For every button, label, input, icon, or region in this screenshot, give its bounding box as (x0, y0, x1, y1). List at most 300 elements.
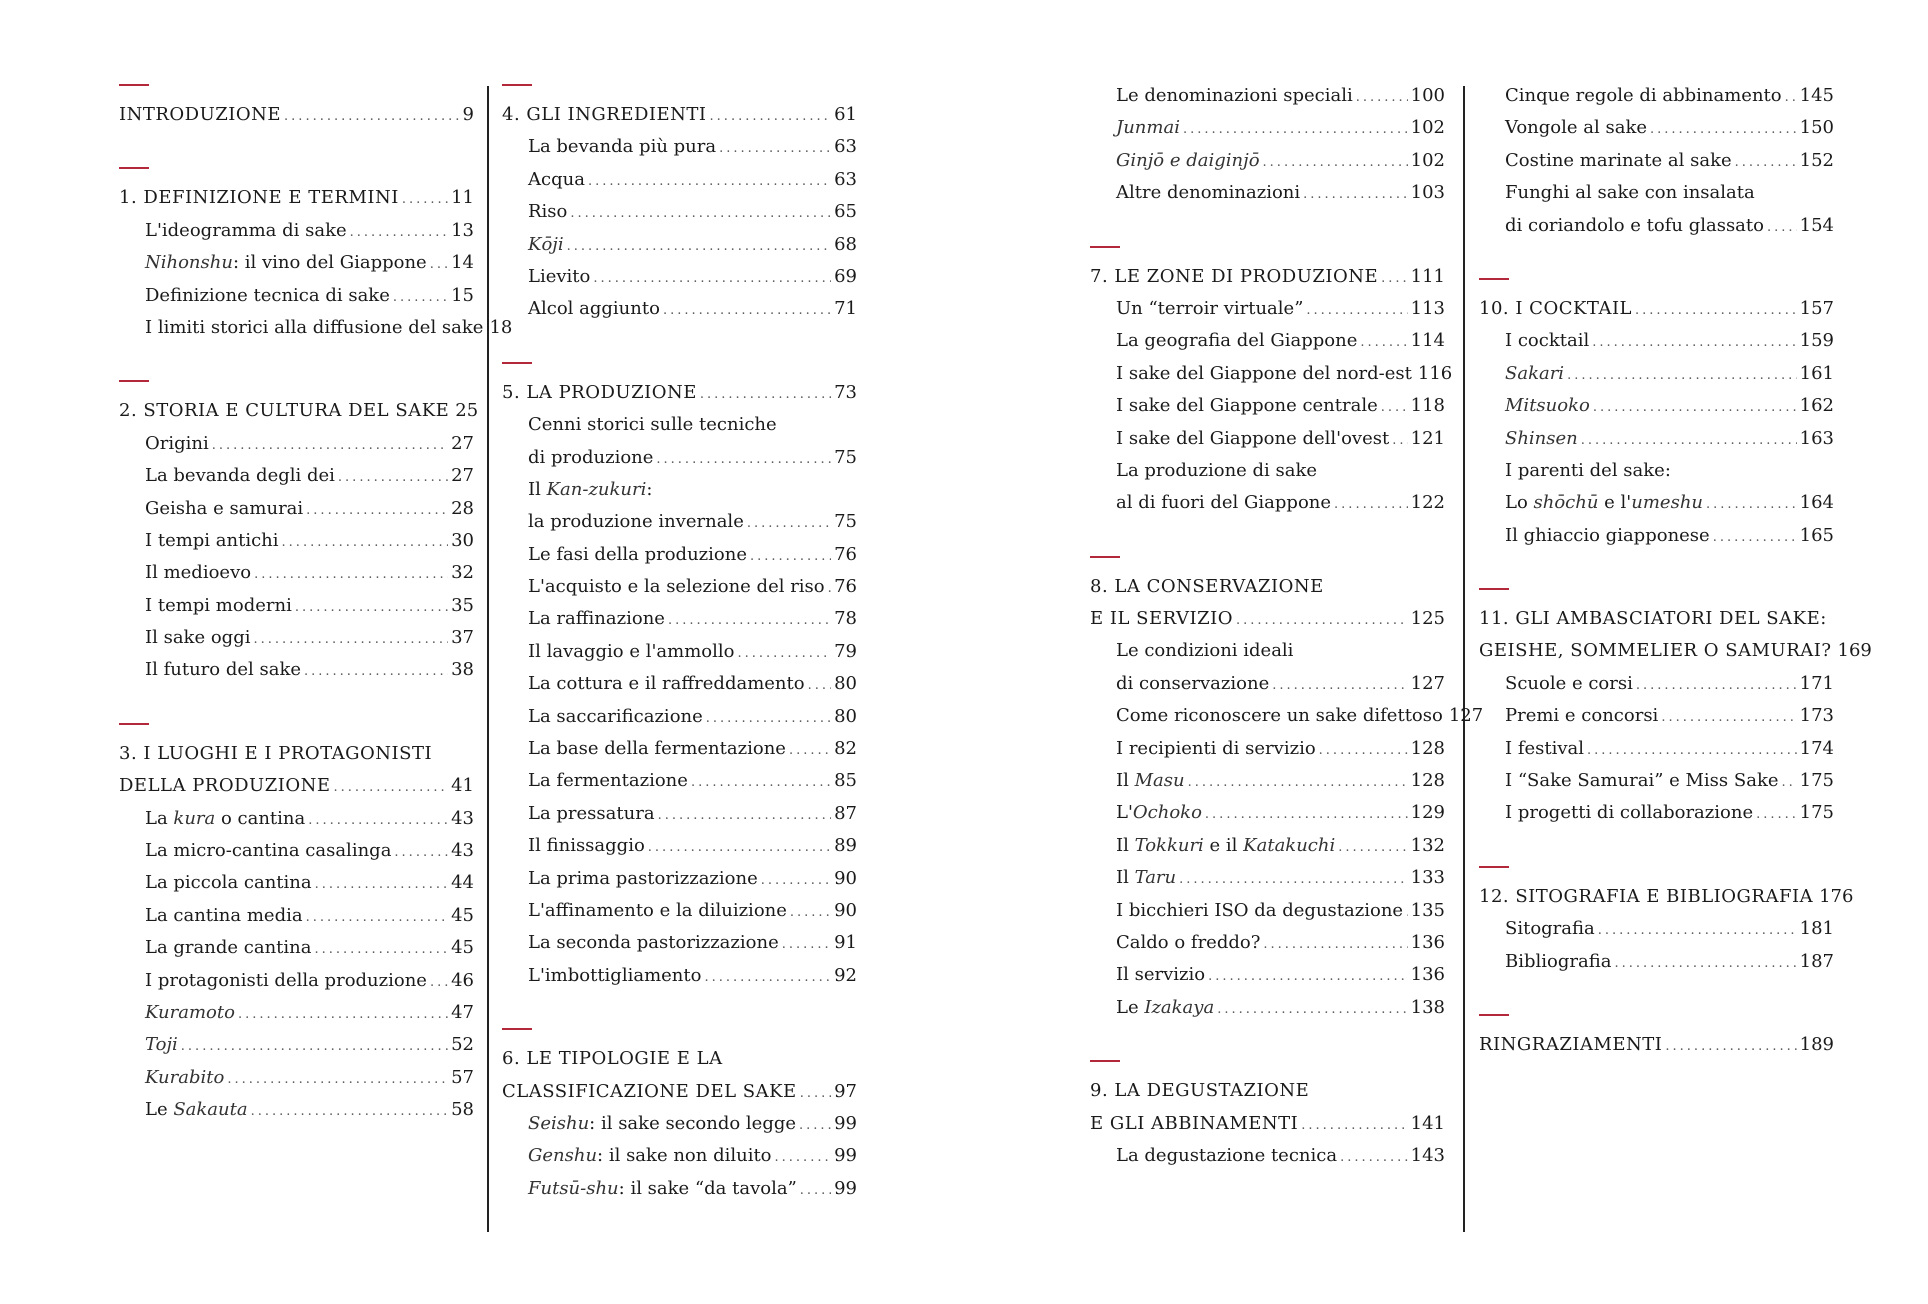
entry-title-italic: shōchū (1533, 492, 1599, 514)
entry-title: I progetti di collaborazione (1505, 802, 1754, 824)
page-number: 127 (1410, 672, 1445, 694)
toc-chapter-entry[interactable] (1479, 1029, 1834, 1061)
toc-subentry[interactable] (1479, 358, 1834, 390)
toc-chapter-entry[interactable] (119, 182, 474, 214)
toc-subentry[interactable] (1479, 210, 1834, 242)
page-number: 102 (1410, 117, 1445, 139)
toc-subentry[interactable] (502, 571, 857, 603)
entry-title: La saccarificazione (528, 705, 703, 727)
entry-title: La piccola cantina (145, 872, 312, 894)
toc-chapter-entry[interactable] (1090, 603, 1445, 635)
dot-leader (284, 101, 460, 133)
dot-leader (1785, 82, 1797, 114)
toc-subentry[interactable] (1479, 80, 1834, 112)
entry-title: 11. GLI AMBASCIATORI DEL SAKE: (1479, 608, 1827, 630)
toc-subentry[interactable] (1479, 520, 1834, 552)
section-spacer (119, 131, 474, 163)
entry-title: La cottura e il raffreddamento (528, 673, 805, 695)
entry-title: Riso (528, 201, 568, 223)
toc-subentry[interactable] (119, 965, 474, 997)
dot-leader (789, 735, 831, 767)
toc-subentry[interactable] (502, 927, 857, 959)
dot-leader (227, 1064, 448, 1096)
toc-subentry[interactable] (502, 293, 857, 325)
dot-leader (1179, 864, 1408, 896)
page-number: 75 (834, 446, 857, 468)
entry-title (145, 1029, 178, 1061)
page-number: 116 (1417, 362, 1453, 384)
entry-title-part: : (646, 478, 653, 500)
page-number: 100 (1410, 85, 1445, 106)
entry-title: Un “terroir virtuale” (1116, 297, 1304, 319)
toc-subentry[interactable] (1090, 390, 1445, 422)
toc-subentry[interactable] (119, 1029, 474, 1061)
page-number: 61 (834, 104, 857, 125)
entry-title: La bevanda degli dei (145, 465, 335, 487)
dot-leader (1356, 82, 1408, 114)
dot-leader (1263, 147, 1408, 179)
toc-chapter-entry[interactable] (119, 770, 474, 802)
page-number: 143 (1410, 1144, 1445, 1166)
toc-subentry[interactable] (119, 932, 474, 964)
toc-subentry[interactable] (502, 830, 857, 862)
toc-chapter-entry[interactable] (502, 1043, 857, 1075)
page-number: 63 (834, 168, 857, 190)
entry-title: L'affinamento e la diluizione (528, 899, 787, 921)
entry-title: Sitografia (1505, 918, 1595, 940)
entry-title-italic: Taru (1134, 867, 1177, 889)
page-number: 13 (451, 219, 474, 241)
page-number: 91 (834, 932, 857, 954)
page-number: 141 (1410, 1112, 1445, 1134)
page-number: 87 (834, 802, 857, 824)
toc-subentry[interactable] (1479, 455, 1834, 487)
toc-chapter-entry[interactable] (1479, 603, 1834, 635)
dot-leader (1614, 948, 1796, 980)
page-number: 121 (1410, 427, 1445, 449)
dot-leader (775, 1142, 832, 1174)
toc-subentry[interactable] (119, 1094, 474, 1126)
toc-subentry[interactable] (1090, 177, 1445, 209)
entry-title: Altre denominazioni (1116, 182, 1301, 204)
toc-subentry[interactable] (502, 863, 857, 895)
page-number: 30 (451, 529, 474, 551)
page-number: 128 (1410, 737, 1445, 759)
toc-subentry[interactable] (119, 460, 474, 492)
toc-subentry[interactable] (119, 493, 474, 525)
toc-subentry[interactable] (502, 539, 857, 571)
entry-title: 1. DEFINIZIONE E TERMINI (119, 187, 399, 209)
dot-leader (393, 282, 448, 314)
toc-subentry[interactable] (502, 229, 857, 261)
dot-leader (1635, 295, 1797, 327)
entry-title (1116, 862, 1176, 894)
toc-subentry[interactable] (1479, 733, 1834, 765)
entry-title-italic: Kurabito (145, 1066, 225, 1088)
section-marker (1479, 584, 1513, 603)
toc-subentry[interactable] (119, 428, 474, 460)
toc-subentry[interactable] (1090, 145, 1445, 177)
dot-leader (1767, 212, 1797, 244)
page-number: 133 (1410, 867, 1445, 889)
entry-title: La grande cantina (145, 937, 312, 959)
toc-chapter-entry[interactable] (1479, 293, 1834, 325)
entry-title-italic: Shinsen (1505, 427, 1578, 449)
entry-title: 4. GLI INGREDIENTI (502, 104, 707, 125)
page-number: 187 (1799, 950, 1834, 972)
toc-subentry[interactable] (119, 835, 474, 867)
toc-chapter-entry[interactable] (502, 99, 857, 131)
page-number: 45 (451, 904, 474, 926)
page-number: 135 (1410, 899, 1445, 921)
entry-title: la produzione invernale (528, 511, 744, 533)
toc-subentry[interactable] (119, 622, 474, 654)
toc-subentry[interactable] (119, 997, 474, 1029)
dot-leader (304, 656, 448, 688)
toc-subentry[interactable] (119, 557, 474, 589)
section-marker (1090, 1056, 1124, 1075)
toc-subentry[interactable] (502, 1108, 857, 1140)
section-marker (1090, 552, 1124, 571)
entry-title: E IL SERVIZIO (1090, 608, 1234, 630)
toc-subentry[interactable] (1090, 1140, 1445, 1172)
toc-subentry[interactable] (1479, 177, 1834, 209)
toc-subentry[interactable] (119, 803, 474, 835)
entry-title: Definizione tecnica di sake (145, 284, 390, 306)
dot-leader (1593, 392, 1797, 424)
toc-subentry[interactable] (1479, 325, 1834, 357)
entry-title: I “Sake Samurai” e Miss Sake (1505, 770, 1779, 792)
entry-title: 7. LE ZONE DI PRODUZIONE (1090, 265, 1379, 287)
entry-title-italic: umeshu (1631, 492, 1704, 514)
entry-title (528, 1140, 772, 1172)
dot-leader (306, 495, 448, 527)
toc-subentry[interactable] (119, 590, 474, 622)
toc-subentry[interactable] (119, 525, 474, 557)
toc-chapter-entry[interactable] (1479, 635, 1872, 667)
toc-subentry[interactable] (502, 1140, 857, 1172)
toc-chapter-entry[interactable] (1090, 261, 1445, 293)
dot-leader (1360, 327, 1407, 359)
page-number: 9 (462, 104, 474, 125)
entry-title: La prima pastorizzazione (528, 867, 758, 889)
toc-chapter-entry[interactable] (1090, 1075, 1445, 1107)
page-number: 103 (1410, 182, 1445, 204)
entry-title: I cocktail (1505, 330, 1590, 352)
toc-chapter-entry[interactable] (119, 738, 474, 770)
entry-title-part: Il (1116, 867, 1135, 889)
page-number: 58 (451, 1099, 474, 1121)
entry-title-italic: Kuramoto (145, 1001, 235, 1023)
entry-title: 5. LA PRODUZIONE (502, 381, 697, 403)
entry-title: L'acquisto e la selezione del riso (528, 576, 825, 598)
page-number: 76 (834, 576, 857, 598)
toc-subentry[interactable] (502, 131, 857, 163)
toc-subentry[interactable] (119, 1062, 474, 1094)
page-number: 80 (834, 673, 857, 695)
dot-leader (663, 295, 831, 327)
entry-title: Costine marinate al sake (1505, 149, 1732, 171)
toc-subentry[interactable] (1479, 913, 1834, 945)
dot-leader (1756, 799, 1797, 831)
entry-title: Premi e concorsi (1505, 705, 1659, 727)
page-number: 114 (1410, 330, 1445, 352)
entry-title: 3. I LUOGHI E I PROTAGONISTI (119, 742, 433, 764)
toc-subentry[interactable] (502, 506, 857, 538)
page-number: 90 (834, 867, 857, 889)
dot-leader (1592, 327, 1796, 359)
toc-chapter-entry[interactable] (1479, 881, 1854, 913)
toc-subentry[interactable] (502, 261, 857, 293)
section-marker (119, 163, 153, 182)
dot-leader (570, 198, 831, 230)
entry-title: Il sake oggi (145, 627, 251, 649)
dot-leader (1272, 670, 1407, 702)
toc-subentry[interactable] (1479, 112, 1834, 144)
toc-subentry[interactable] (1090, 455, 1445, 487)
toc-subentry[interactable] (1479, 668, 1834, 700)
toc-subentry[interactable] (1090, 80, 1445, 112)
entry-title-italic: Seishu (528, 1112, 590, 1134)
dot-leader (1208, 961, 1408, 993)
entry-title: I sake del Giappone dell'ovest (1116, 427, 1390, 449)
toc-chapter-entry[interactable] (1090, 571, 1445, 603)
entry-title: I protagonisti della produzione (145, 969, 427, 991)
page-number: 37 (451, 627, 474, 649)
toc-subentry[interactable] (119, 867, 474, 899)
dot-leader (750, 541, 831, 573)
toc-subentry[interactable] (119, 247, 474, 279)
page-number: 169 (1837, 640, 1872, 662)
page-number: 89 (834, 835, 857, 857)
dot-leader (181, 1031, 448, 1063)
section-spacer (119, 344, 474, 376)
toc-subentry[interactable] (1090, 700, 1484, 732)
page-number: 99 (834, 1112, 857, 1134)
entry-title-italic: Mitsuoko (1505, 395, 1590, 417)
toc-subentry[interactable] (1090, 112, 1445, 144)
toc-subentry[interactable] (1479, 487, 1834, 519)
section-marker (119, 719, 153, 738)
dot-leader (656, 444, 831, 476)
dot-leader (1782, 767, 1797, 799)
dot-leader (782, 929, 831, 961)
toc-subentry[interactable] (1090, 423, 1445, 455)
toc-subentry[interactable] (502, 765, 857, 797)
page-number: 78 (834, 608, 857, 630)
dot-leader (1581, 425, 1797, 457)
toc-subentry[interactable] (119, 900, 474, 932)
toc-subentry[interactable] (119, 312, 513, 344)
toc-subentry[interactable] (502, 798, 857, 830)
toc-chapter-entry[interactable] (502, 377, 857, 409)
dot-leader (1263, 929, 1407, 961)
entry-title: La fermentazione (528, 770, 688, 792)
page-number: 97 (834, 1080, 857, 1102)
toc-subentry[interactable] (502, 668, 857, 700)
entry-title: GEISHE, SOMMELIER O SAMURAI? (1479, 640, 1832, 662)
column-divider (487, 86, 489, 1232)
toc-subentry[interactable] (1479, 797, 1834, 829)
entry-title: Le denominazioni speciali (1116, 85, 1353, 106)
page-number: 129 (1410, 802, 1445, 824)
toc-subentry[interactable] (502, 196, 857, 228)
entry-title-italic: Kan-zukuri (546, 478, 647, 500)
dot-leader (253, 624, 448, 656)
page-number: 15 (451, 284, 474, 306)
toc-subentry[interactable] (1479, 946, 1834, 978)
entry-title: Il finissaggio (528, 835, 645, 857)
dot-leader (1587, 735, 1797, 767)
toc-subentry[interactable] (1090, 992, 1445, 1024)
dot-leader (800, 1175, 831, 1207)
toc-subentry[interactable] (502, 603, 857, 635)
toc-subentry[interactable] (502, 442, 857, 474)
page-number: 152 (1799, 149, 1834, 171)
page-number: 174 (1799, 737, 1834, 759)
dot-leader (1661, 702, 1796, 734)
dot-leader (1598, 915, 1797, 947)
dot-leader (1665, 1031, 1796, 1063)
dot-leader (1567, 360, 1797, 392)
dot-leader (828, 573, 831, 605)
page-number: 150 (1799, 117, 1834, 139)
page-number: 38 (451, 659, 474, 681)
page-number: 14 (451, 252, 474, 274)
entry-title-italic: Junmai (1116, 117, 1180, 139)
entry-title-part: Il (1116, 770, 1135, 792)
dot-leader (808, 670, 832, 702)
entry-title-part: La (145, 807, 174, 829)
toc-subentry[interactable] (119, 215, 474, 247)
entry-title: Alcol aggiunto (528, 298, 660, 320)
toc-subentry[interactable] (1090, 358, 1453, 390)
toc-subentry[interactable] (1090, 635, 1445, 667)
toc-subentry[interactable] (502, 636, 857, 668)
entry-title-part: Il (528, 478, 547, 500)
dot-leader (1188, 767, 1408, 799)
page-number: 82 (834, 738, 857, 760)
entry-title (528, 474, 652, 506)
page-number: 161 (1799, 362, 1834, 384)
entry-title: La micro-cantina casalinga (145, 840, 392, 862)
toc-subentry[interactable] (502, 409, 857, 441)
toc-subentry[interactable] (502, 895, 857, 927)
page-number: 154 (1799, 214, 1834, 236)
entry-title-part: : il sake non diluito (597, 1145, 772, 1167)
toc-subentry[interactable] (502, 701, 857, 733)
entry-title: E GLI ABBINAMENTI (1090, 1112, 1299, 1134)
toc-subentry[interactable] (1479, 390, 1834, 422)
entry-title: Il lavaggio e l'ammollo (528, 640, 735, 662)
dot-leader (790, 897, 831, 929)
toc-subentry[interactable] (1479, 145, 1834, 177)
dot-leader (691, 767, 831, 799)
toc-subentry[interactable] (1479, 765, 1834, 797)
toc-subentry[interactable] (502, 474, 857, 506)
toc-subentry[interactable] (1090, 830, 1445, 862)
toc-subentry[interactable] (1090, 927, 1445, 959)
toc-subentry[interactable] (1090, 668, 1445, 700)
page-number: 63 (834, 136, 857, 158)
entry-title (528, 229, 564, 261)
entry-title-italic: Masu (1134, 770, 1185, 792)
toc-subentry[interactable] (1090, 325, 1445, 357)
entry-title (1116, 830, 1335, 862)
entry-title: Acqua (528, 168, 585, 190)
entry-title: La seconda pastorizzazione (528, 932, 779, 954)
toc-subentry[interactable] (1090, 487, 1445, 519)
dot-leader (254, 559, 448, 591)
entry-title-part: Il (1116, 834, 1135, 856)
toc-chapter-entry[interactable] (119, 99, 474, 131)
toc-subentry[interactable] (1479, 423, 1834, 455)
toc-subentry[interactable] (1090, 733, 1445, 765)
toc-chapter-entry[interactable] (1090, 1108, 1445, 1140)
toc-subentry[interactable] (502, 960, 857, 992)
entry-title (1116, 145, 1260, 177)
section-spacer (119, 687, 474, 719)
dot-leader (308, 805, 448, 837)
toc-subentry[interactable] (1090, 765, 1445, 797)
page-number: 69 (834, 265, 857, 287)
entry-title-part: : il vino del Giappone (232, 252, 427, 274)
page-number: 52 (451, 1034, 474, 1056)
toc-subentry[interactable] (1090, 293, 1445, 325)
page-number: 28 (451, 497, 474, 519)
dot-leader (761, 865, 831, 897)
dot-leader (315, 869, 448, 901)
toc-chapter-entry[interactable] (119, 395, 479, 427)
dot-leader (350, 217, 448, 249)
entry-title (145, 247, 427, 279)
dot-leader (747, 508, 831, 540)
entry-title-part: Le (1116, 996, 1145, 1018)
entry-title: Origini (145, 432, 209, 454)
page-number: 27 (451, 432, 474, 454)
dot-leader (799, 1110, 831, 1142)
toc-subentry[interactable] (1090, 895, 1445, 927)
dot-leader (1713, 522, 1797, 554)
section-spacer (1479, 978, 1834, 1010)
toc-subentry[interactable] (1090, 959, 1445, 991)
dot-leader (430, 249, 448, 281)
toc-subentry[interactable] (1090, 862, 1445, 894)
toc-subentry[interactable] (1090, 797, 1445, 829)
toc-subentry[interactable] (502, 733, 857, 765)
entry-title: I tempi antichi (145, 529, 279, 551)
page-number: 164 (1799, 492, 1834, 514)
page-number: 136 (1410, 931, 1445, 953)
page-number: 165 (1799, 524, 1834, 546)
toc-subentry[interactable] (119, 654, 474, 686)
entry-title-part: o cantina (215, 807, 306, 829)
entry-title: 9. LA DEGUSTAZIONE (1090, 1080, 1310, 1102)
entry-title (528, 1108, 796, 1140)
toc-subentry[interactable] (119, 280, 474, 312)
toc-subentry[interactable] (1479, 700, 1834, 732)
toc-subentry[interactable] (502, 164, 857, 196)
entry-title: RINGRAZIAMENTI (1479, 1033, 1663, 1055)
entry-title-italic: kura (173, 807, 216, 829)
toc-chapter-entry[interactable] (502, 1076, 857, 1108)
page-number: 125 (1410, 608, 1445, 630)
entry-title: 12. SITOGRAFIA E BIBLIOGRAFIA (1479, 885, 1814, 907)
page-number: 92 (834, 964, 857, 986)
toc-subentry[interactable] (502, 1173, 857, 1205)
entry-title: I limiti storici alla diffusione del sake (145, 316, 484, 338)
entry-title: Le fasi della produzione (528, 543, 747, 565)
